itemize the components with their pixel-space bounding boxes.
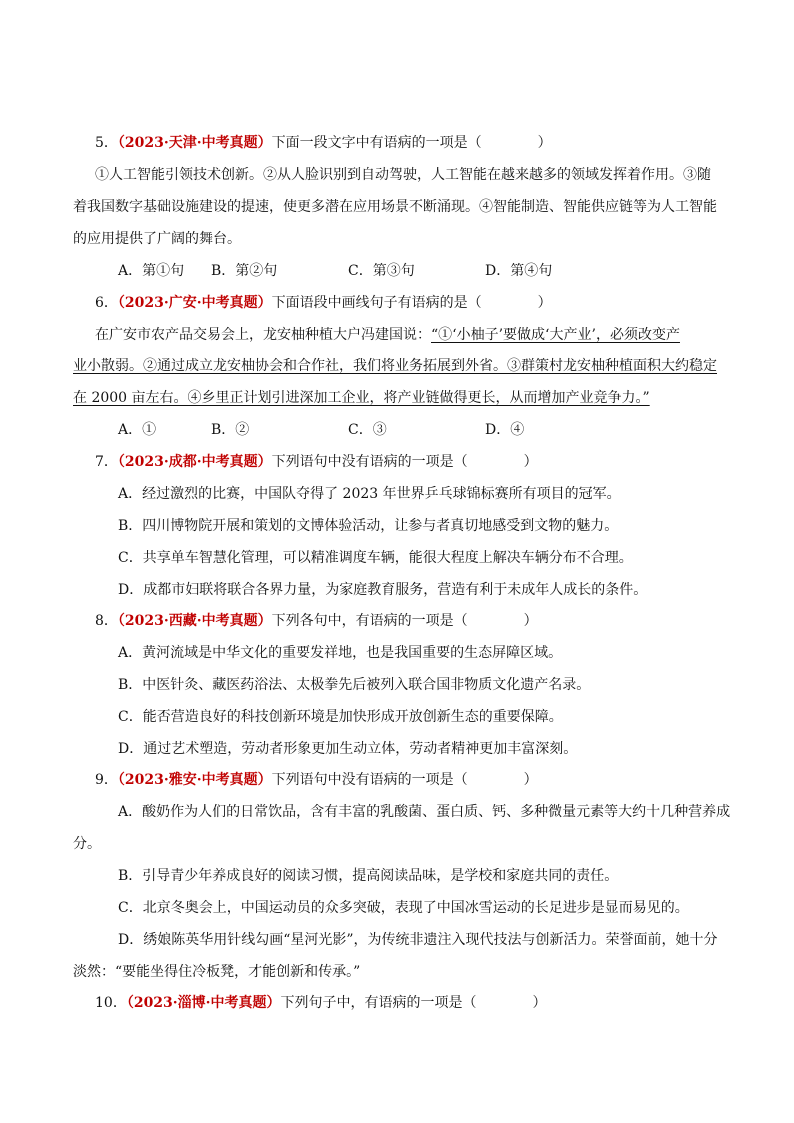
option-a: A．黄河流域是中华文化的重要发祥地，也是我国重要的生态屏障区域。 [118, 645, 563, 661]
option-c: C．能否营造良好的科技创新环境是加快形成开放创新生态的重要保障。 [118, 709, 563, 725]
option-b: B．② [211, 422, 250, 438]
option-a: A．酸奶作为人们的日常饮品，含有丰富的乳酸菌、蛋白质、钙、多种微量元素等大约十几种营养成 [118, 804, 731, 820]
question-source: （2023·成都·中考真题） [117, 454, 272, 470]
question-stem: 下列语句中没有语病的一项是（ ） [271, 454, 538, 470]
option-d-continued: 淡然：“要能坐得住冷板凳，才能创新和传承。” [73, 964, 361, 980]
passage-lead: 在广安市农产品交易会上，龙安柚种植大户冯建国说： [95, 327, 431, 343]
passage-line: 着我国数字基础设施建设的提速，使更多潜在应用场景不断涌现。④智能制造、智能供应链等为人工智能 [73, 199, 717, 215]
underlined-sentence: “①‘小柚子’要做成‘大产业’，必须改变产 [431, 327, 680, 343]
passage-line [95, 325, 680, 345]
question-stem: 下列语句中没有语病的一项是（ ） [271, 772, 538, 788]
question-number: 5． [95, 135, 118, 151]
question-stem: 下列句子中，有语病的一项是（ ） [280, 995, 547, 1011]
question-number: 6． [95, 295, 118, 311]
underlined-sentence: 在 2000 亩左右。④乡里正计划引进深加工企业，将产业链做得更长，从而增加产业竞争力。” [73, 390, 650, 406]
option-a: A．① [118, 422, 157, 438]
passage-line: ①人工智能引领技术创新。②从人脸识别到自动驾驶，人工智能在越来越多的领域发挥着作用。③随 [95, 167, 711, 183]
question-10-header [95, 993, 547, 1013]
question-stem: 下面语段中画线句子有语病的是（ ） [271, 295, 552, 311]
option-a: A．经过激烈的比赛，中国队夺得了 2023 年世界乒乓球锦标赛所有项目的冠军。 [118, 486, 621, 502]
option-d: D．绣娘陈英华用针线勾画“星河光影”，为传统非遗注入现代技法与创新活力。荣誉面前，她十分 [118, 932, 718, 948]
option-b: B．中医针灸、藏医药浴法、太极拳先后被列入联合国非物质文化遗产名录。 [118, 677, 591, 693]
question-7-header [95, 452, 538, 472]
question-5-header [95, 133, 552, 153]
question-number: 10． [95, 995, 127, 1011]
question-number: 7． [95, 454, 118, 470]
option-c: C．北京冬奥会上，中国运动员的众多突破，表现了中国冰雪运动的长足进步是显而易见的。 [118, 900, 689, 916]
underlined-sentence: 业小散弱。②通过成立龙安柚协会和合作社，我们将业务拓展到外省。③群策村龙安柚种植面积大约稳定 [73, 358, 717, 374]
option-d: D．通过艺术塑造，劳动者形象更加生动立体，劳动者精神更加丰富深刻。 [118, 741, 578, 757]
question-source: （2023·淄博·中考真题） [126, 995, 281, 1011]
question-source: （2023·雅安·中考真题） [117, 772, 272, 788]
question-stem: 下列各句中，有语病的一项是（ ） [271, 613, 538, 629]
option-c: C．共享单车智慧化管理，可以精准调度车辆，能很大程度上解决车辆分布不合理。 [118, 550, 633, 566]
question-stem: 下面一段文字中有语病的一项是（ ） [271, 135, 552, 151]
option-d: D．④ [485, 422, 525, 438]
option-c: C．第③句 [348, 263, 415, 279]
question-source: （2023·广安·中考真题） [117, 295, 272, 311]
option-a: A．第①句 [118, 263, 185, 279]
question-source: （2023·西藏·中考真题） [117, 613, 272, 629]
passage-line: 的应用提供了广阔的舞台。 [73, 231, 241, 247]
option-d: D．成都市妇联将联合各界力量，为家庭教育服务，营造有利于未成年人成长的条件。 [118, 582, 648, 598]
option-b: B．四川博物院开展和策划的文博体验活动，让参与者真切地感受到文物的魅力。 [118, 518, 619, 534]
option-c: C．③ [348, 422, 387, 438]
question-number: 8． [95, 613, 118, 629]
option-b: B．引导青少年养成良好的阅读习惯，提高阅读品味，是学校和家庭共同的责任。 [118, 868, 619, 884]
option-b: B．第②句 [211, 263, 278, 279]
option-d: D．第④句 [485, 263, 553, 279]
question-8-header [95, 611, 538, 631]
option-a-continued: 分。 [73, 836, 101, 852]
question-source: （2023·天津·中考真题） [117, 135, 272, 151]
question-9-header [95, 770, 538, 790]
question-number: 9． [95, 772, 118, 788]
question-6-header [95, 293, 552, 313]
